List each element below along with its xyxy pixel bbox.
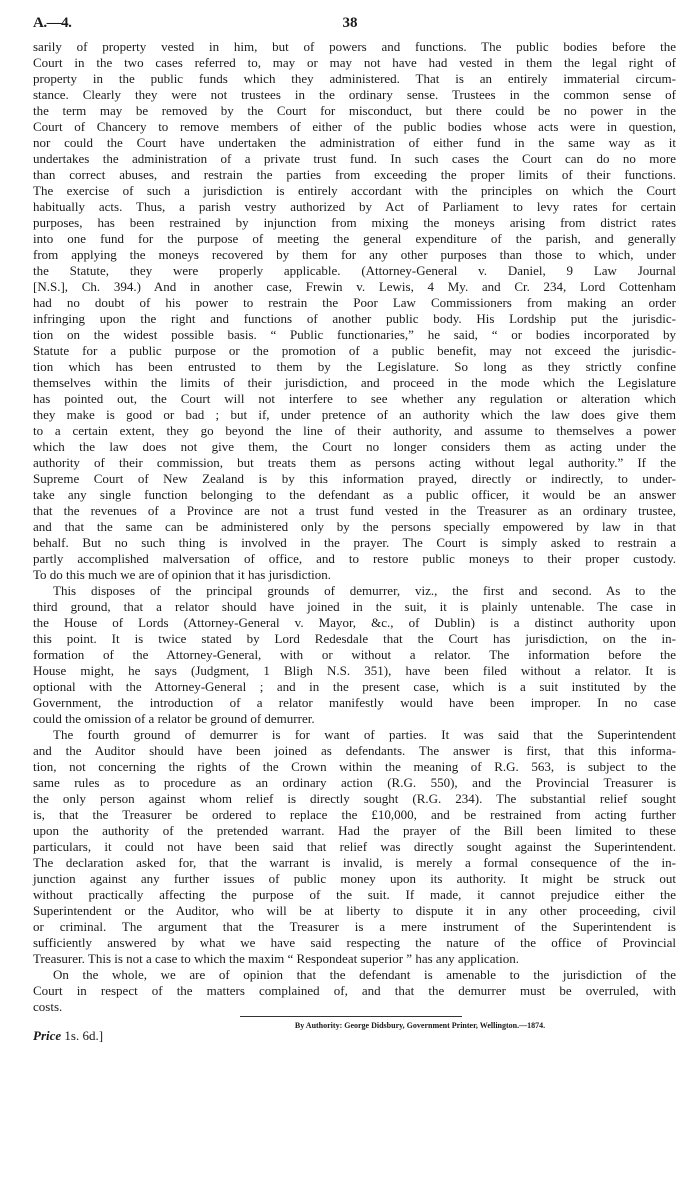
text-line: than correct abuses, and restrain the parties from exceeding the proper limits of their functions. bbox=[33, 167, 676, 182]
text-line: undertakes the administration of a private trust fund. In such cases the Court can do no more bbox=[33, 151, 676, 166]
text-line: could the omission of a relator be ground of demurrer. bbox=[33, 711, 315, 726]
text-line: To do this much we are of opinion that it has jurisdiction. bbox=[33, 567, 332, 582]
text-line: This disposes of the principal grounds of demurrer, viz., the first and second. As to the bbox=[53, 583, 676, 598]
text-line: Treasurer. This is not a case to which the maxim “ Respondeat superior ” has any application. bbox=[33, 951, 519, 966]
text-line: and the Auditor should have been joined as defendants. The answer is first, that this informa- bbox=[33, 743, 676, 758]
text-line: tion which has been entrusted to them by the Legislature. So long as they strictly confine bbox=[33, 359, 676, 374]
text-line: House might, he says (Judgment, 1 Bligh N.S. 351), have been filed without a relator. It is bbox=[33, 663, 676, 678]
paragraph bbox=[33, 967, 676, 1015]
text-line: had no doubt of his power to restrain the Poor Law Commissioners from making an order bbox=[33, 295, 676, 310]
text-line: to a certain extent, they go beyond the line of their authority, and assume to themselves a power bbox=[33, 423, 676, 438]
text-line: has pointed out, the Court will not interfere to see whether any regulation or alteration which bbox=[33, 391, 676, 406]
text-line: upon the authority of the pretended warrant. Had the prayer of the Bill been limited to these bbox=[33, 823, 676, 838]
price bbox=[33, 1028, 103, 1044]
text-line: stance. Clearly they were not trustees in the ordinary sense. Trustees in the common sense of bbox=[33, 87, 676, 102]
text-line: authority of their commission, but treats them as persons acting without legal authority.” If the bbox=[33, 455, 676, 470]
text-line: is, that the Treasurer be ordered to replace the £10,000, and be restrained from acting further bbox=[33, 807, 676, 822]
text-line: partly accomplished malversation of office, and to restore public moneys to their proper custody. bbox=[33, 551, 676, 566]
paragraph bbox=[33, 583, 676, 727]
text-line: Court in the two cases referred to, may or may not have had vested in them the legal right of bbox=[33, 55, 676, 70]
document-reference: A.—4. bbox=[33, 15, 72, 31]
text-line: [N.S.], Ch. 394.) And in another case, Frewin v. Lewis, 4 My. and Cr. 234, Lord Cottenham bbox=[33, 279, 676, 294]
price-value: 1s. 6d.] bbox=[64, 1028, 104, 1043]
text-line: formation of the Attorney-General, with or without a relator. The information before the bbox=[33, 647, 676, 662]
text-line: tion on the widest possible basis. “ Public functionaries,” he said, “ or bodies incorporated by bbox=[33, 327, 676, 342]
text-line: they make is good or bad ; but if, under pretence of an authority which the law does give them bbox=[33, 407, 676, 422]
body-text bbox=[33, 39, 676, 1015]
text-line: particulars, it could not have been said that relief was directly sought against the Superintendent. bbox=[33, 839, 676, 854]
text-line: and that the same can be administered only by the persons specially empowered by law in that bbox=[33, 519, 676, 534]
text-line: purposes, has been restrained by injunction from mixing the moneys arising from district rates bbox=[33, 215, 676, 230]
text-line: Government, the introduction of a relator manifestly would have been improper. In no case bbox=[33, 695, 676, 710]
text-line: On the whole, we are of opinion that the defendant is amenable to the jurisdiction of the bbox=[53, 967, 676, 982]
text-line: the only person against whom relief is directly sought (R.G. 234). The substantial relief sought bbox=[33, 791, 676, 806]
text-line: or criminal. The argument that the Treasurer is a mere instrument of the Superintendent is bbox=[33, 919, 676, 934]
text-line: Court in respect of the matters complained of, and that the demurrer must be overruled, with bbox=[33, 983, 676, 998]
text-line: themselves within the limits of their jurisdiction, and proceed in the mode which the Legislature bbox=[33, 375, 676, 390]
text-line: behalf. But no such thing is involved in the prayer. The Court is simply asked to restrain a bbox=[33, 535, 676, 550]
text-line: same rules as to procedure as an ordinary action (R.G. 550), and the Provincial Treasurer is bbox=[33, 775, 676, 790]
text-line: costs. bbox=[33, 999, 63, 1014]
text-line: sufficiently answered by what we have said respecting the nature of the office of Provincial bbox=[33, 935, 676, 950]
paragraph bbox=[33, 39, 676, 583]
text-line: the term may be removed by the Court for misconduct, but there could be no power in the bbox=[33, 103, 676, 118]
price-label: Price bbox=[33, 1028, 62, 1043]
text-line: Supreme Court of New Zealand is by this information prayed, directly or indirectly, to under- bbox=[33, 471, 676, 486]
text-line: junction against any further issues of public money upon its authority. It might be struck out bbox=[33, 871, 676, 886]
text-line: Superintendent or the Auditor, who will be at liberty to dispute it in any other proceeding, civil bbox=[33, 903, 676, 918]
text-line: property in the public funds which they administered. That is an entirely immaterial circum- bbox=[33, 71, 676, 86]
text-line: from applying the moneys recovered by them for any other purposes than those to which, under bbox=[33, 247, 676, 262]
text-line: tion, not concerning the rights of the Crown within the meaning of R.G. 563, is subject to the bbox=[33, 759, 676, 774]
footer-rule bbox=[240, 1016, 462, 1017]
text-line: take any single function belonging to the defendant as a public officer, it would be an answer bbox=[33, 487, 676, 502]
text-line: that the revenues of a Province are not a trust fund vested in the Treasurer as an ordinary trustee, bbox=[33, 503, 676, 518]
paragraph bbox=[33, 727, 676, 967]
page-number: 38 bbox=[342, 15, 358, 31]
text-line: the House of Lords (Attorney-General v. Mayor, &c., of Dublin) is a distinct authority upon bbox=[33, 615, 676, 630]
text-line: optional with the Attorney-General ; and in the present case, which is a suit instituted by the bbox=[33, 679, 676, 694]
text-line: the Statute, they were properly applicable. (Attorney-General v. Daniel, 9 Law Journal bbox=[33, 263, 676, 278]
text-line: habitually acts. Thus, a parish vestry authorized by Act of Parliament to levy rates for certain bbox=[33, 199, 676, 214]
text-line: Statute for a public purpose or the promotion of a public benefit, may not exceed the jurisdic- bbox=[33, 343, 676, 358]
printer-imprint: By Authority: George Didsbury, Government Printer, Wellington.—1874. bbox=[294, 1021, 546, 1030]
text-line: The exercise of such a jurisdiction is entirely accordant with the principles on which the Court bbox=[33, 183, 676, 198]
text-line: into one fund for the purpose of meeting the general expenditure of the parish, and generally bbox=[33, 231, 676, 246]
text-line: which the law does not give them, the Court no longer considers them as acting under the bbox=[33, 439, 676, 454]
text-line: sarily of property vested in him, but of powers and functions. The public bodies before the bbox=[33, 39, 676, 54]
text-line: without practically affecting the purpose of the suit. If made, it cannot prejudice either the bbox=[33, 887, 676, 902]
text-line: third ground, that a relator should have joined in the suit, it is plainly untenable. The case in bbox=[33, 599, 676, 614]
text-line: infringing upon the right and functions of another public body. His Lordship put the jurisdic- bbox=[33, 311, 676, 326]
text-line: nor could the Court have undertaken the administration of either fund in the same way as it bbox=[33, 135, 676, 150]
text-line: The declaration asked for, that the warrant is invalid, is merely a formal consequence of the in- bbox=[33, 855, 676, 870]
text-line: this point. It is twice stated by Lord Redesdale that the Court has jurisdiction, on the in- bbox=[33, 631, 676, 646]
text-line: The fourth ground of demurrer is for want of parties. It was said that the Superintendent bbox=[53, 727, 676, 742]
text-line: Court of Chancery to remove members of either of the public bodies whose acts were in question, bbox=[33, 119, 676, 134]
